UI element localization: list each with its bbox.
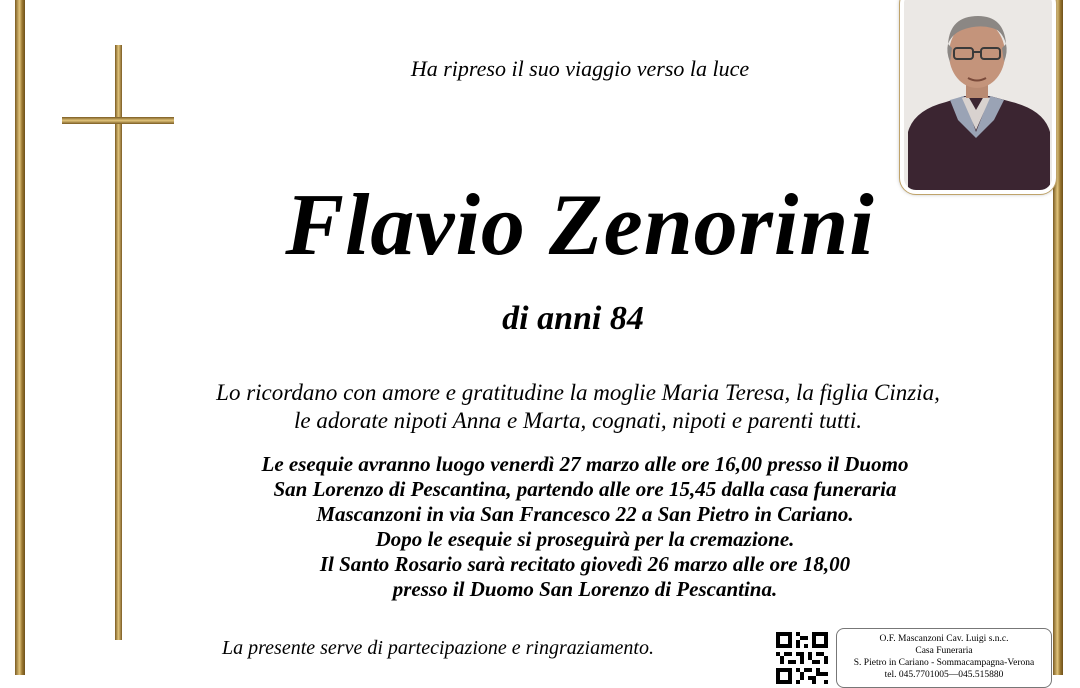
funeral-line: Dopo le esequie si proseguirà per la cremazione. [375, 527, 795, 551]
remembrance-line: Lo ricordano con amore e gratitudine la moglie Maria Teresa, la figlia Cinzia, [216, 380, 940, 405]
funeral-line: Mascanzoni in via San Francesco 22 a San Pietro in Cariano. [316, 502, 854, 526]
remembrance-text [0, 379, 1080, 435]
agency-address: S. Pietro in Cariano - Sommacampagna-Verona [853, 658, 1035, 668]
portrait-icon [904, 0, 1052, 190]
intro-line: Ha ripreso il suo viaggio verso la luce [410, 56, 750, 81]
remembrance-line: le adorate nipoti Anna e Marta, cognati, nipoti e parenti tutti. [294, 408, 862, 433]
funeral-line: presso il Duomo San Lorenzo di Pescantina. [392, 577, 778, 601]
funeral-details [0, 452, 1080, 602]
agency-name: O.F. Mascanzoni Cav. Luigi s.n.c. [879, 634, 1009, 644]
thanks-line: La presente serve di partecipazione e ringraziamento. [222, 637, 654, 659]
funeral-line: Le esequie avranno luogo venerdì 27 marzo alle ore 16,00 presso il Duomo [261, 452, 909, 476]
agency-type: Casa Funeraria [915, 646, 973, 656]
agency-phone: tel. 045.7701005—045.515880 [884, 670, 1004, 680]
funeral-line: Il Santo Rosario sarà recitato giovedì 26 marzo alle ore 18,00 [319, 552, 851, 576]
deceased-age: di anni 84 [502, 300, 644, 337]
portrait-photo [900, 0, 1056, 194]
deceased-name: Flavio Zenorini [285, 177, 875, 274]
qr-code-icon [776, 632, 828, 684]
funeral-line: San Lorenzo di Pescantina, partendo alle ore 15,45 dalla casa funeraria [273, 477, 897, 501]
funeral-agency-box [836, 628, 1052, 688]
